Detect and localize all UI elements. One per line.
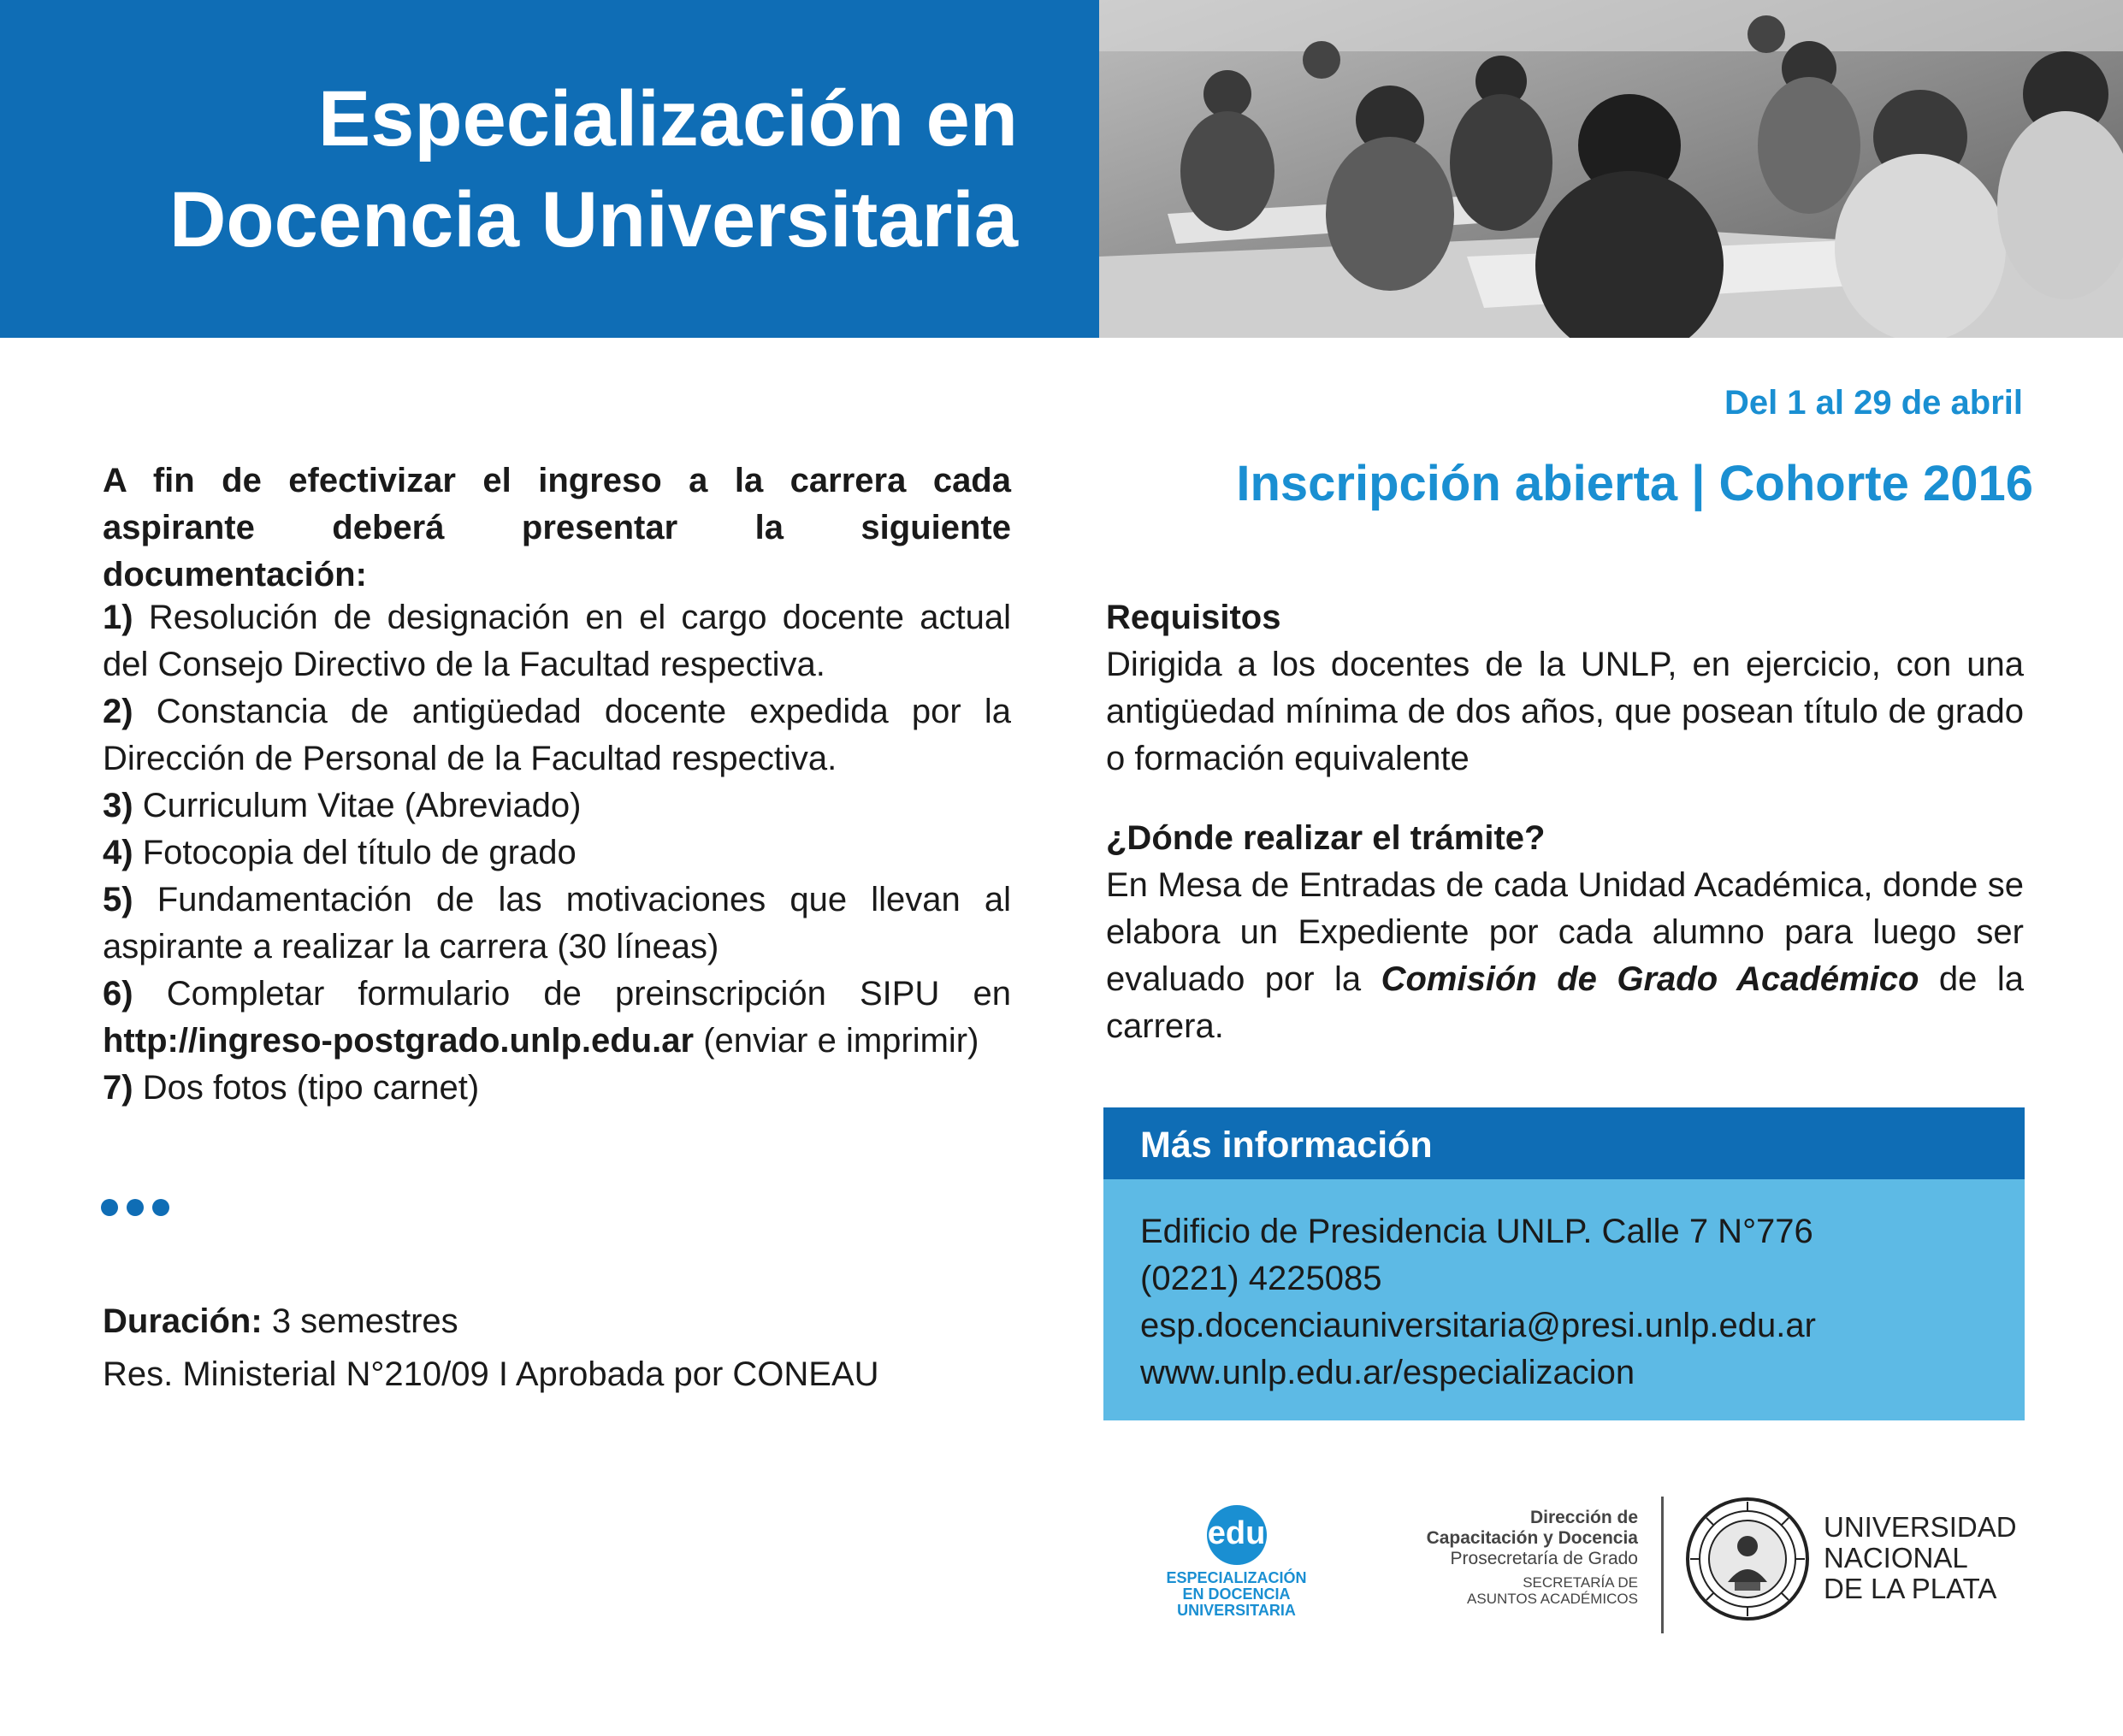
- title-line-2: Docencia Universitaria: [169, 176, 1018, 263]
- duration-label: Duración:: [103, 1302, 263, 1340]
- email-link[interactable]: esp.docenciauniversitaria@presi.unlp.edu.ar: [1140, 1307, 1816, 1344]
- sipu-link[interactable]: http://ingreso-postgrado.unlp.edu.ar: [103, 1022, 695, 1060]
- duration-value: 3 semestres: [271, 1302, 458, 1340]
- edu-caption-line: UNIVERSITARIA: [1177, 1602, 1296, 1619]
- edu-caption-line: ESPECIALIZACIÓN: [1166, 1569, 1307, 1586]
- documentation-list: [103, 594, 1011, 1112]
- requirements-section: [1106, 594, 2024, 782]
- list-item: [103, 830, 1011, 877]
- list-item: [103, 688, 1011, 782]
- item-number: 6): [103, 975, 133, 1013]
- item-text: Completar formulario de preinscripción SIPU en: [166, 975, 1012, 1013]
- university-name: [1824, 1512, 2017, 1604]
- direction-line: SECRETARÍA DE: [1523, 1574, 1638, 1591]
- item-tail: (enviar e imprimir): [703, 1022, 979, 1060]
- univ-line: NACIONAL: [1824, 1542, 1968, 1574]
- item-text: Constancia de antigüedad docente expedida por la Dirección de Personal de la Facultad respectiva.: [103, 693, 1011, 777]
- item-number: 3): [103, 787, 133, 824]
- registration-dates: Del 1 al 29 de abril: [1724, 384, 2023, 422]
- contact-details: [1140, 1208, 1816, 1396]
- where-section: [1106, 815, 2024, 1050]
- requirements-text: Dirigida a los docentes de la UNLP, en ejercicio, con una antigüedad mínima de dos años, que posean título de grado o formación equivalente: [1106, 646, 2024, 777]
- list-item: [103, 971, 1011, 1065]
- item-text: Resolución de designación en el cargo docente actual del Consejo Directivo de la Facultad respectiva.: [103, 599, 1012, 683]
- requirements-heading: Requisitos: [1106, 599, 1281, 636]
- list-item: [103, 1065, 1011, 1112]
- univ-line: DE LA PLATA: [1824, 1573, 1997, 1604]
- item-text: Curriculum Vitae (Abreviado): [142, 787, 582, 824]
- direction-line: Prosecretaría de Grado: [1450, 1549, 1638, 1568]
- edu-caption-line: EN DOCENCIA: [1182, 1585, 1291, 1603]
- list-item: [103, 877, 1011, 971]
- edu-caption: [1162, 1570, 1311, 1619]
- classroom-photo-icon: [1099, 0, 2123, 338]
- list-item: [103, 782, 1011, 830]
- inscription-heading: Inscripción abierta | Cohorte 2016: [1236, 456, 2033, 511]
- item-number: 2): [103, 693, 133, 730]
- title-line-1: Especialización en: [317, 75, 1018, 162]
- where-heading: ¿Dónde realizar el trámite?: [1106, 819, 1546, 857]
- duration: [103, 1298, 458, 1345]
- direction-line: Dirección de: [1529, 1508, 1638, 1527]
- direction-line: Capacitación y Docencia: [1426, 1528, 1638, 1548]
- list-item: [103, 594, 1011, 688]
- where-text-end: de la carrera.: [1106, 960, 2024, 1045]
- where-text: [1106, 862, 2024, 1050]
- item-number: 4): [103, 834, 133, 871]
- classroom-photo: [1099, 0, 2123, 338]
- edu-logo: [1162, 1505, 1311, 1619]
- univ-line: UNIVERSIDAD: [1824, 1511, 2017, 1543]
- address-text: Edificio de Presidencia UNLP. Calle 7 N°776: [1140, 1213, 1813, 1250]
- ellipsis-dots-icon: [101, 1199, 178, 1220]
- info-heading: Más información: [1140, 1125, 1433, 1166]
- item-number: 1): [103, 599, 133, 636]
- page-title: [51, 68, 1018, 270]
- website-link[interactable]: www.unlp.edu.ar/especializacion: [1140, 1354, 1635, 1391]
- item-number: 7): [103, 1069, 133, 1107]
- unlp-seal-icon: [1685, 1497, 1810, 1621]
- where-text-start: En Mesa de Entradas de cada Unidad Académica, donde se elabora un Expediente por cada alumno para luego ser evaluado por la: [1106, 866, 2024, 998]
- intro-text: A fin de efectivizar el ingreso a la carrera cada aspirante deberá presentar la siguiente documentación:: [103, 462, 1011, 593]
- edu-badge-icon: edu: [1207, 1505, 1267, 1565]
- committee-name: Comisión de Grado Académico: [1381, 960, 1919, 998]
- resolution-text: Res. Ministerial N°210/09 I Aprobada por CONEAU: [103, 1355, 879, 1393]
- item-text: Dos fotos (tipo carnet): [142, 1069, 480, 1107]
- item-number: 5): [103, 881, 133, 918]
- direction-line: ASUNTOS ACADÉMICOS: [1467, 1591, 1638, 1607]
- item-text: Fotocopia del título de grado: [142, 834, 577, 871]
- logo-divider: [1661, 1497, 1664, 1633]
- direction-credit: [1343, 1508, 1638, 1607]
- phone-text: (0221) 4225085: [1140, 1260, 1382, 1297]
- item-text: Fundamentación de las motivaciones que llevan al aspirante a realizar la carrera (30 líneas): [103, 881, 1012, 965]
